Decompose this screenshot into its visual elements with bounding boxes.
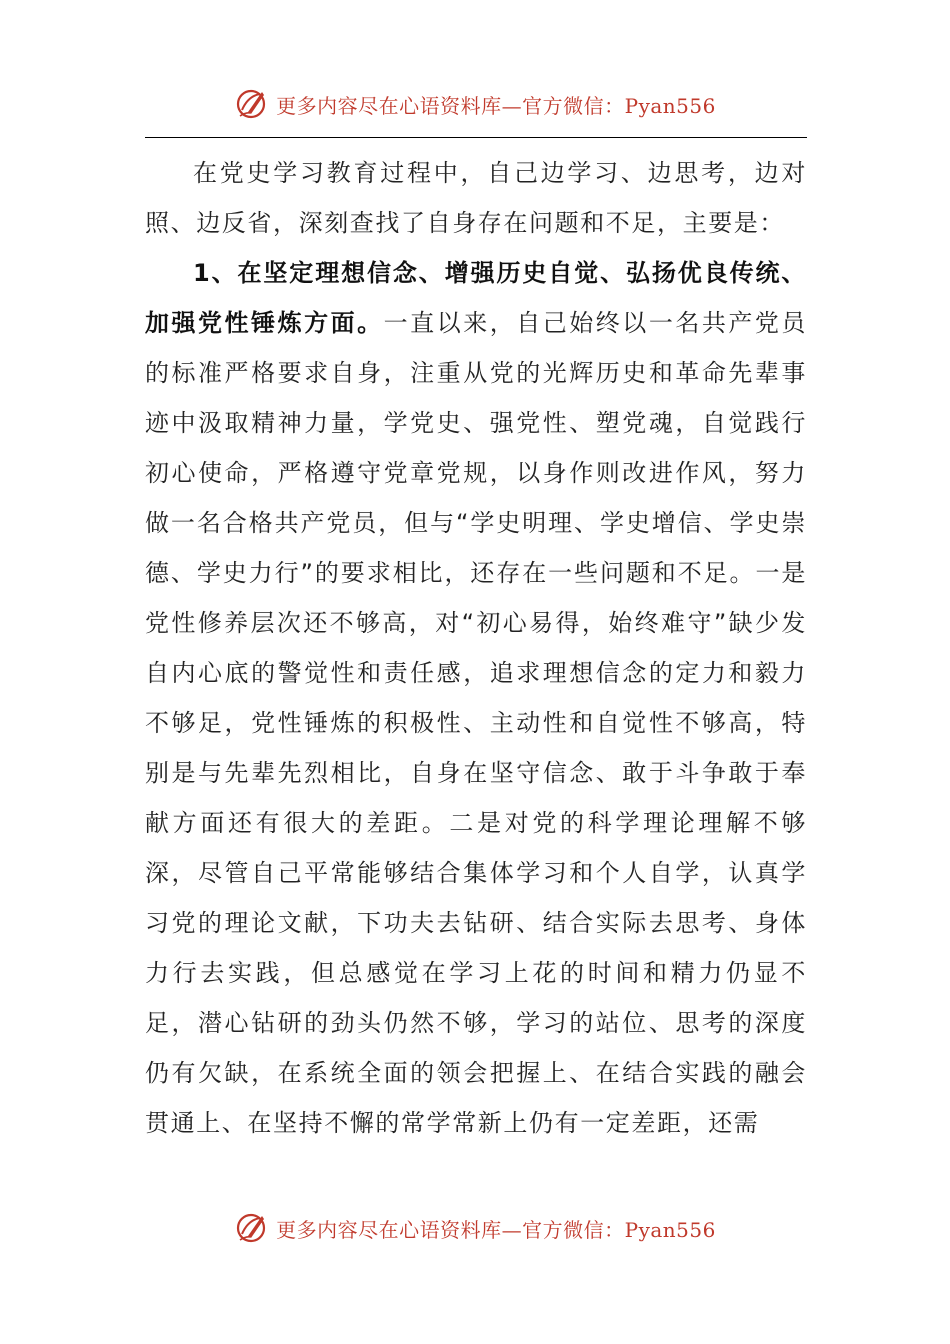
document-body: [145, 148, 807, 1148]
section-1-text: 一直以来，自己始终以一名共产党员的标准严格要求自身，注重从党的光辉历史和革命先辈事迹中汲取精神力量，学党史、强党性、塑党魂，自觉践行初心使命，严格遵守党章党规，以身作则改进作风，努力做一名合格共产党员，但与“学史明理、学史增信、学史崇德、学史力行”的要求相比，还存在一些问题和不足。一是党性修养层次还不够高，对“初心易得，始终难守”缺少发自内心底的警觉性和责任感，追求理想信念的定力和毅力不够足，党性锤炼的积极性、主动性和自觉性不够高，特别是与先辈先烈相比，自身在坚守信念、敢于斗争敢于奉献方面还有很大的差距。二是对党的科学理论理解不够深，尽管自己平常能够结合集体学习和个人自学，认真学习党的理论文献，下功夫去钻研、结合实际去思考、身体力行去实践，但总感觉在学习上花的时间和精力仍显不足，潜心钻研的劲头仍然不够，学习的站位、思考的深度仍有欠缺，在系统全面的领会把握上、在结合实践的融会贯通上、在坚持不懈的常学常新上仍有一定差距，还需: [145, 309, 807, 1137]
page-footer: [0, 1208, 950, 1248]
section-1-heading: 1、在坚定理想信念、增强历史自觉、弘扬优良传统、加强党性锤炼方面。: [145, 259, 807, 337]
brand-text: 更多内容尽在心语资料库—官方微信：Pyan556: [276, 93, 716, 118]
section-1-paragraph: [145, 248, 807, 1148]
brand-text: 更多内容尽在心语资料库—官方微信：Pyan556: [276, 1217, 716, 1242]
pen-nib-swirl-icon: [234, 1210, 270, 1246]
pen-nib-swirl-icon: [234, 86, 270, 122]
header-divider: [145, 137, 807, 138]
page-header: [0, 84, 950, 124]
intro-paragraph: 在党史学习教育过程中，自己边学习、边思考，边对照、边反省，深刻查找了自身存在问题和不足，主要是：: [145, 159, 807, 237]
